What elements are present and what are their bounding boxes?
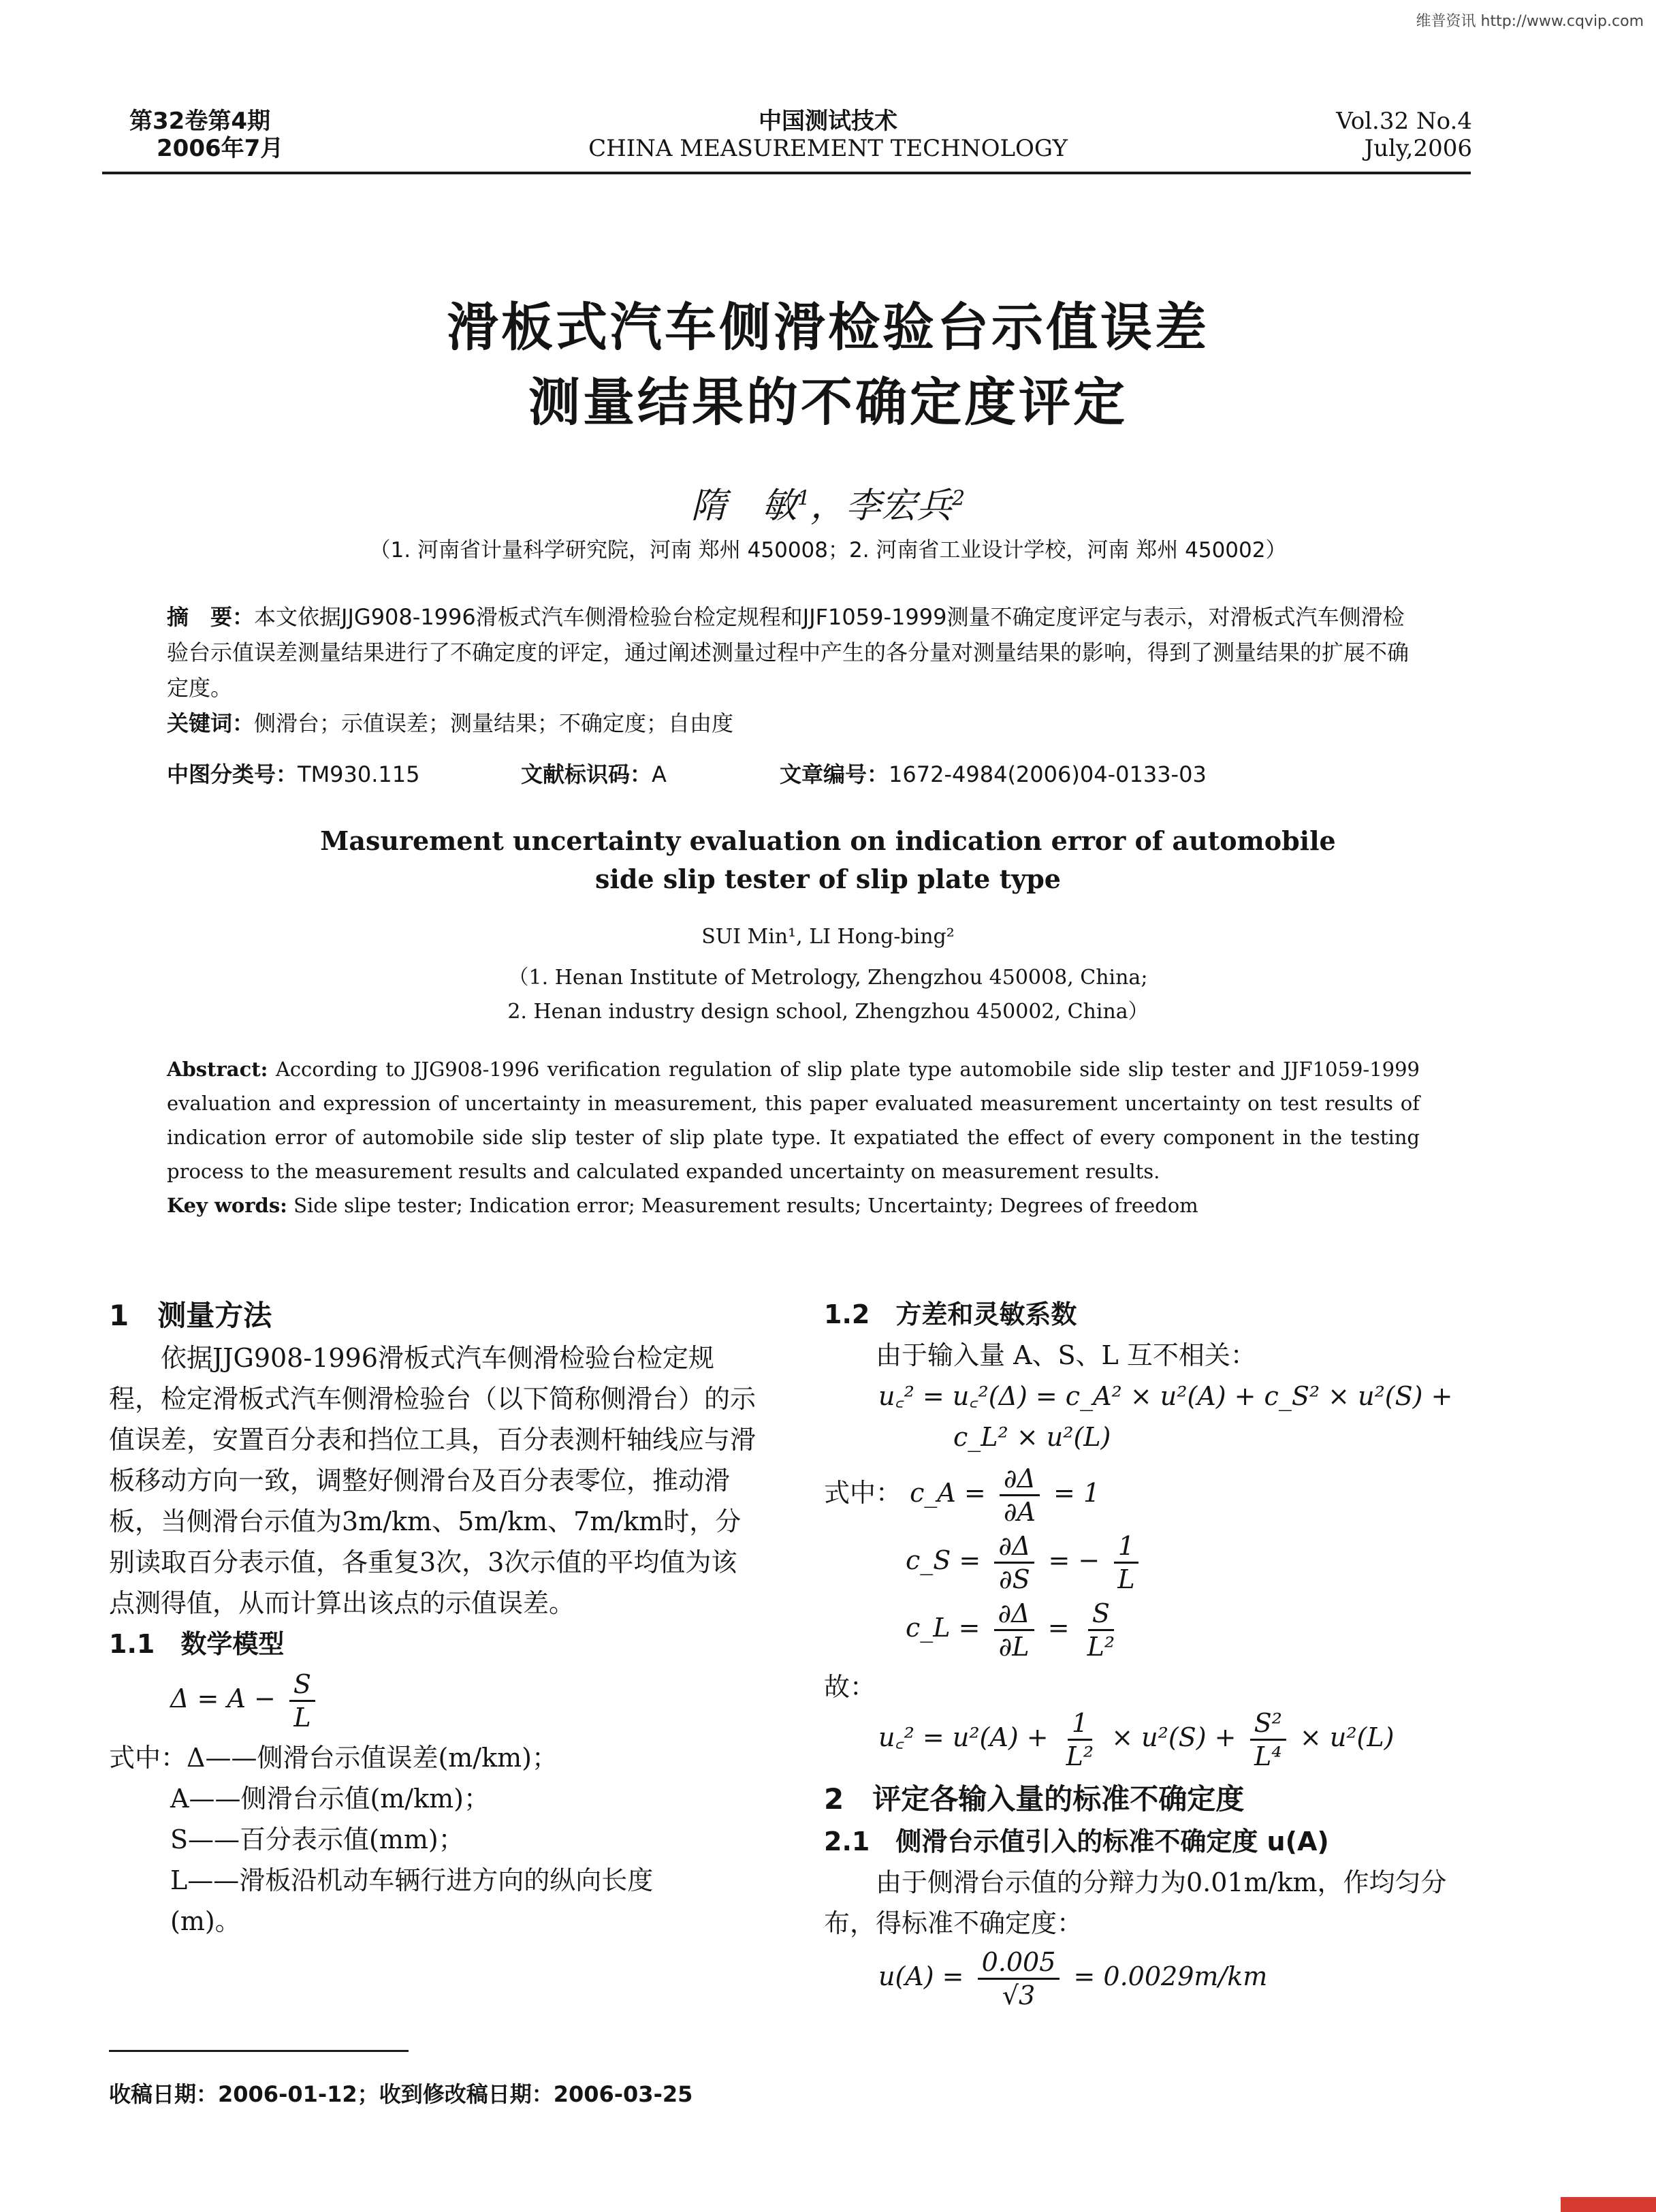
cl-num-2: S — [1088, 1598, 1114, 1631]
volume-issue: 第32卷第4期 — [129, 108, 270, 135]
variance-eq-line-1: u꜀² = u꜀²(Δ) = c_A² × u²(A) + c_S² × u²(S) + — [878, 1381, 1453, 1411]
section-2-1-paragraph: 由于侧滑台示值的分辩力为0.01m/km，作均匀分布，得标准不确定度： — [824, 1867, 1447, 1938]
variance-intro: 由于输入量 A、S、L 互不相关： — [876, 1340, 1256, 1370]
doc-label: 文献标识码： — [521, 761, 652, 787]
eq2-fraction-1 — [1062, 1707, 1098, 1772]
section-1-heading: 1 测量方法 — [109, 1299, 272, 1332]
eq2-fraction-2 — [1250, 1707, 1286, 1772]
ca-den: ∂A — [1003, 1497, 1036, 1527]
clc-value: TM930.115 — [298, 761, 420, 787]
eq2-a: u꜀² = u²(A) + — [878, 1722, 1049, 1752]
model-eq-lhs: Δ = A − — [170, 1684, 276, 1713]
cl-fraction — [994, 1598, 1034, 1662]
journal-volume-en — [1336, 108, 1472, 162]
cs-num: ∂Δ — [994, 1530, 1034, 1564]
ca-lhs: c_A = — [910, 1478, 986, 1508]
section-2-1-heading: 2.1 侧滑台示值引入的标准不确定度 u(A) — [824, 1827, 1329, 1856]
clc-number — [167, 757, 420, 789]
watermark-text: 维普资讯 http://www.cqvip.com — [1416, 13, 1644, 30]
keywords-cn-text: 侧滑台；示值误差；测量结果；不确定度；自由度 — [254, 710, 734, 736]
doc-value: A — [652, 761, 667, 787]
english-authors: SUI Min¹, LI Hong-bing² — [701, 925, 955, 949]
english-affil-2: 2. Henan industry design school, Zhengzhou 450002, China） — [507, 1000, 1149, 1024]
english-title-1: Masurement uncertainty evaluation on indication error of automobile — [320, 825, 1336, 856]
coef-where: 式中： — [824, 1478, 902, 1508]
section-1-2-heading: 1.2 方差和灵敏系数 — [824, 1299, 1077, 1329]
journal-name-cn: 中国测试技术 — [759, 108, 897, 135]
english-title-2: side slip tester of slip plate type — [595, 864, 1061, 894]
eq2-n1: 1 — [1068, 1707, 1092, 1741]
abstract-cn-text: 本文依据JJG908-1996滑板式汽车侧滑检验台检定规程和JJF1059-1999测量不确定度评定与表示，对滑板式汽车侧滑检验台示值误差测量结果进行了不确定度的评定，通过阐述测量过程中产生的各分量对测量结果的影响，得到了测量结果的扩展不确定度。 — [167, 604, 1410, 701]
english-affil-1: （1. Henan Institute of Metrology, Zhengzhou 450008, China; — [508, 966, 1148, 990]
received-date: 收稿日期：2006-01-12；收到修改稿日期：2006-03-25 — [109, 2081, 693, 2107]
model-eq-fraction — [289, 1669, 315, 1733]
eq2-n2: S² — [1250, 1707, 1286, 1741]
ua-fraction — [978, 1946, 1060, 2011]
section-1-paragraph: 依据JJG908-1996滑板式汽车侧滑检验台检定规程，检定滑板式汽车侧滑检验台（以下简称侧滑台）的示值误差，安置百分表和挡位工具，百分表测杆轴线应与滑板移动方向一致，调整好侧滑台及百分表零位，推动滑板，当侧滑台示值为3m/km、5m/km、7m/km时，分别读取百分表示值，各重复3次，3次示值的平均值为该点测得值，从而计算出该点的示值误差。 — [109, 1343, 757, 1618]
author-2-sup: 2 — [952, 486, 966, 511]
cl-den: ∂L — [998, 1632, 1030, 1662]
title-line-2: 测量结果的不确定度评定 — [528, 372, 1128, 432]
corner-stamp — [1561, 2197, 1656, 2212]
issue-date: 2006年7月 — [157, 135, 284, 162]
english-keywords-label: Key words: — [167, 1194, 287, 1217]
cs-mid: = − — [1048, 1545, 1100, 1575]
ua-lhs: u(A) = — [878, 1961, 964, 1991]
ca-num: ∂Δ — [1000, 1463, 1040, 1496]
section-2-heading: 2 评定各输入量的标准不确定度 — [824, 1782, 1245, 1816]
cl-lhs: c_L = — [906, 1613, 981, 1643]
cl-num: ∂Δ — [994, 1598, 1034, 1631]
art-label: 文章编号： — [780, 761, 889, 787]
journal-name-en: CHINA MEASUREMENT TECHNOLOGY — [588, 135, 1068, 162]
right-column — [824, 1294, 1478, 2011]
ua-den: √3 — [1002, 1980, 1036, 2010]
english-abstract-label: Abstract: — [167, 1058, 268, 1081]
english-abstract — [167, 1052, 1420, 1222]
art-value: 1672-4984(2006)04-0133-03 — [889, 761, 1207, 787]
cs-den-2: L — [1117, 1564, 1135, 1594]
where-delta: 式中：Δ——侧滑台示值误差(m/km)； — [109, 1743, 558, 1773]
header-rule — [102, 172, 1471, 174]
english-abstract-text: According to JJG908-1996 verification regulation of slip plate type automobile side slip tester and JJF1059-1999 evaluation and expression of uncertainty in measurement, this paper evaluated measurement uncertainty on test results of indication error of automobile side slip tester of slip plate type. It expatiated the effect of every component in the testing process to the measurement results and calculated expanded uncertainty on measurement results. — [167, 1058, 1420, 1183]
where-l-unit: (m)。 — [170, 1906, 241, 1936]
variance-eq-line-2: c_L² × u²(L) — [953, 1422, 1111, 1452]
cs-fraction — [994, 1530, 1034, 1595]
keywords-cn-label: 关键词： — [167, 710, 255, 736]
author-sep: ， — [810, 486, 846, 526]
model-eq-num: S — [289, 1669, 315, 1702]
english-keywords — [167, 1188, 1420, 1222]
eq2-b: × u²(S) + — [1111, 1722, 1237, 1752]
eq2-d1: L² — [1066, 1741, 1094, 1771]
vol-no: Vol.32 No.4 — [1336, 108, 1472, 135]
where-s: S——百分表示值(mm)； — [170, 1824, 464, 1854]
where-l: L——滑板沿机动车辆行进方向的纵向长度 — [170, 1865, 654, 1895]
abstract-cn — [167, 599, 1413, 741]
ua-num: 0.005 — [978, 1946, 1060, 1980]
english-keywords-text: Side slipe tester; Indication error; Measurement results; Uncertainty; Degrees of freedom — [293, 1194, 1198, 1217]
left-column — [109, 1294, 763, 1942]
title-line-1: 滑板式汽车侧滑检验台示值误差 — [447, 297, 1209, 358]
section-1-1-heading: 1.1 数学模型 — [109, 1629, 285, 1659]
ua-equation — [824, 1946, 1478, 2011]
cl-mid: = — [1047, 1613, 1070, 1643]
cl-den-2: L² — [1087, 1632, 1115, 1662]
cs-num-2: 1 — [1114, 1530, 1138, 1564]
coef-cl-row — [824, 1598, 1478, 1662]
coef-ca-row — [824, 1463, 1478, 1528]
cs-fraction-2 — [1113, 1530, 1138, 1595]
cl-fraction-2 — [1083, 1598, 1119, 1662]
article-number — [780, 757, 1207, 789]
vol-date: July,2006 — [1364, 135, 1472, 162]
affiliation: （1. 河南省计量科学研究院，河南 郑州 450008；2. 河南省工业设计学校，河南 郑州 450002） — [369, 538, 1287, 563]
author-1-sup: 1 — [797, 486, 810, 511]
where-a: A——侧滑台示值(m/km)； — [170, 1784, 490, 1814]
cs-den: ∂S — [999, 1564, 1030, 1594]
author-1: 隋 敏 — [690, 486, 797, 526]
model-eq-den: L — [293, 1703, 311, 1733]
clc-label: 中图分类号： — [167, 761, 298, 787]
ca-rhs: = 1 — [1053, 1478, 1100, 1508]
cs-lhs: c_S = — [906, 1545, 981, 1575]
eq2-c: × u²(L) — [1299, 1722, 1395, 1752]
keywords-cn — [167, 706, 1413, 741]
therefore: 故： — [824, 1672, 876, 1702]
combined-eq — [824, 1707, 1478, 1772]
ua-rhs: = 0.0029m/km — [1073, 1961, 1268, 1991]
authors — [0, 477, 1656, 528]
eq2-d2: L⁴ — [1254, 1741, 1282, 1771]
author-2: 李宏兵 — [846, 486, 953, 526]
abstract-cn-label: 摘 要： — [167, 604, 255, 630]
model-equation — [109, 1669, 763, 1733]
footnote-rule — [109, 2050, 409, 2052]
ca-fraction — [1000, 1463, 1040, 1528]
doc-code — [521, 757, 667, 789]
coef-cs-row — [824, 1530, 1478, 1595]
